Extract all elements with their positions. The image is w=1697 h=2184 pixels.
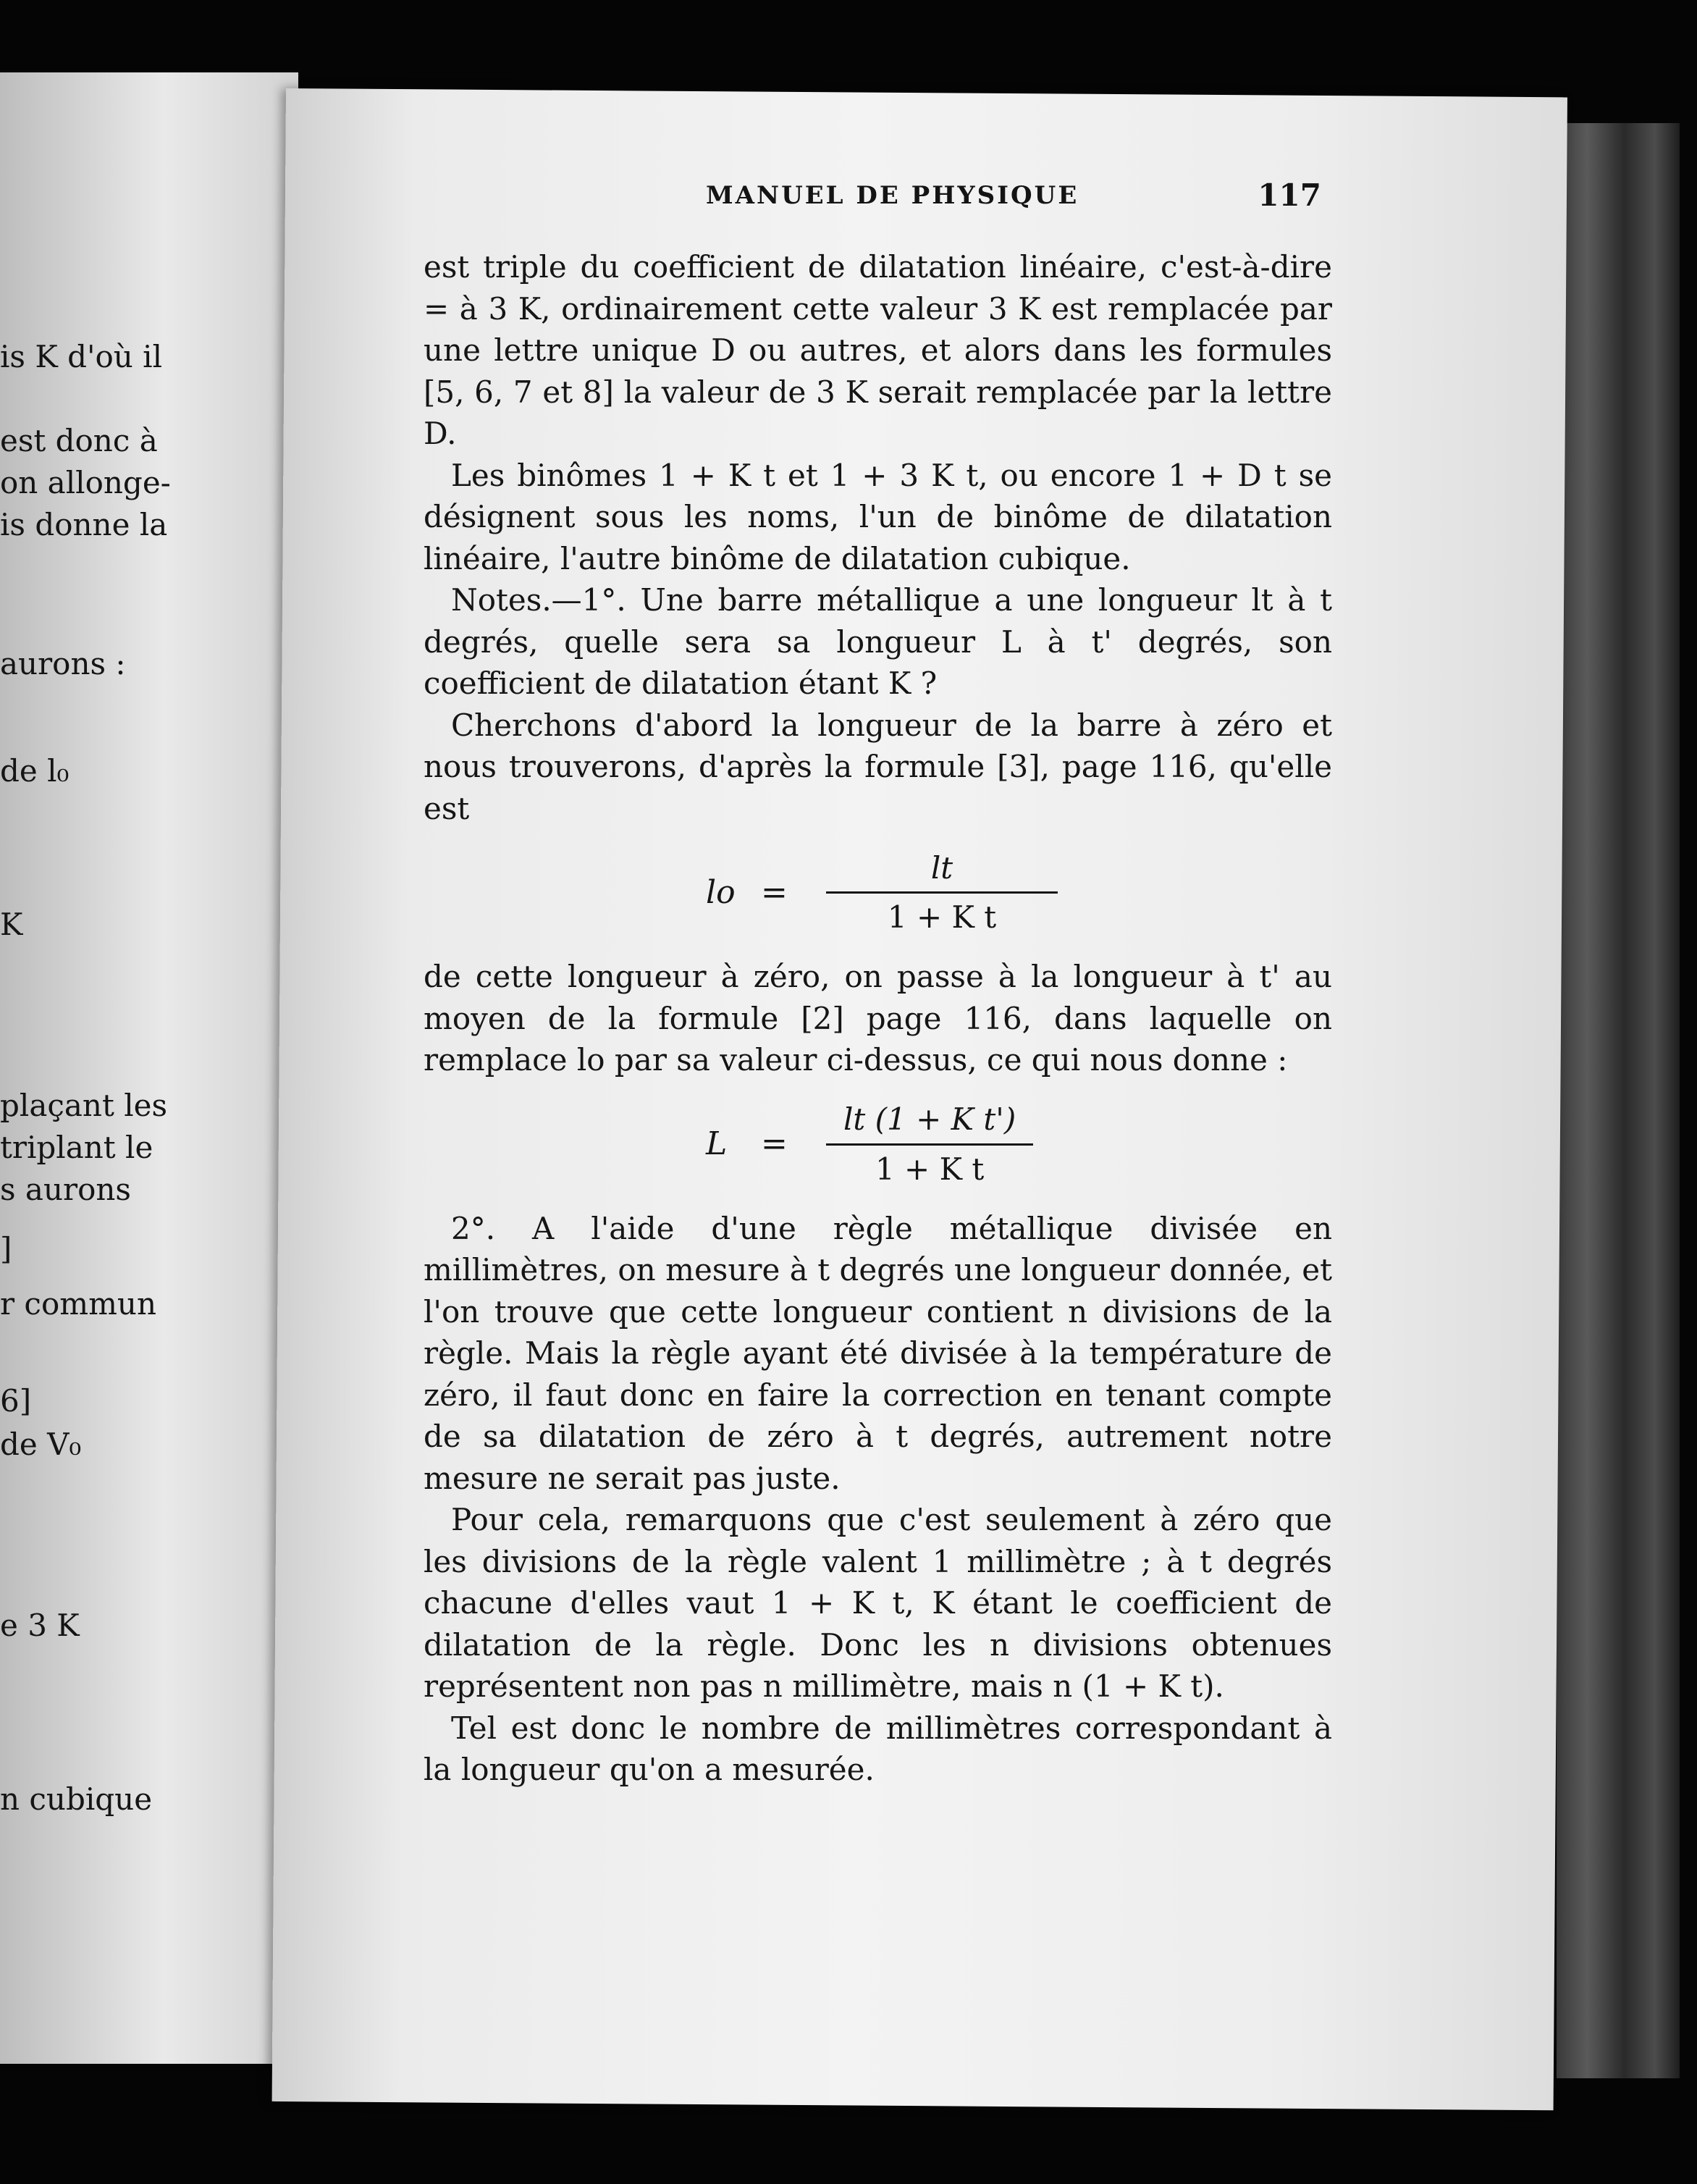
formula-lo	[706, 829, 1332, 956]
paragraph: 2°. A l'aide d'une règle métallique divisée en millimètres, on mesure à t degrés une longueur donnée, et l'on trouve que cette longueur contient n divisions de la règle. Mais la règle ayant été divisée à la température de zéro, il faut donc en faire la correction en tenant compte de sa dilatation de zéro à t degrés, autrement notre mesure ne serait pas juste.	[424, 1210, 1332, 1496]
left-line-2: est donc à	[0, 423, 158, 458]
paragraph: Tel est donc le nombre de millimètres correspondant à la longueur qu'on a mesurée.	[424, 1710, 1332, 1787]
left-line-4: is donne la	[0, 507, 168, 542]
fraction-denominator: 1 + K t	[887, 899, 997, 935]
page-header	[424, 177, 1336, 221]
left-line-12: r commun	[0, 1286, 156, 1322]
left-line-1: is K d'où il	[0, 339, 163, 374]
left-line-14: de V₀	[0, 1427, 82, 1462]
equals-sign: =	[761, 1125, 788, 1163]
left-line-8: plaçant les	[0, 1088, 168, 1123]
left-line-15: e 3 K	[0, 1608, 80, 1643]
left-line-3: on allonge-	[0, 465, 171, 500]
left-line-16: n cubique	[0, 1781, 153, 1817]
fraction-numerator: lt (1 + K t')	[843, 1101, 1016, 1137]
equals-sign: =	[761, 873, 788, 911]
formula-lhs: lo	[706, 873, 736, 911]
fraction-numerator: lt	[930, 849, 953, 886]
left-line-13: 6]	[0, 1383, 32, 1419]
page-body	[424, 246, 1332, 1791]
paragraph: Les binômes 1 + K t et 1 + 3 K t, ou encore 1 + D t se désignent sous les noms, l'un de binôme de dilatation linéaire, l'autre binôme de dilatation cubique.	[424, 457, 1332, 576]
fraction	[826, 1096, 1033, 1193]
formula-lhs: L	[706, 1125, 728, 1163]
paragraph: de cette longueur à zéro, on passe à la longueur à t' au moyen de la formule [2] page 116, dans laquelle on remplace lo par sa valeur ci-dessus, ce qui nous donne :	[424, 959, 1332, 1078]
left-line-9: triplant le	[0, 1130, 153, 1165]
fraction-denominator: 1 + K t	[875, 1151, 985, 1187]
left-line-11: ]	[0, 1231, 12, 1267]
left-line-7: K	[0, 907, 23, 942]
left-line-6: de l₀	[0, 753, 70, 789]
left-page-fragment	[0, 72, 298, 2064]
formula-L	[706, 1081, 1332, 1208]
book-page-edges	[1557, 123, 1680, 2078]
paragraph: Cherchons d'abord la longueur de la barre à zéro et nous trouverons, d'après la formule [3], page 116, qu'elle est	[424, 707, 1332, 826]
fraction	[826, 844, 1058, 941]
paragraph: Notes.—1°. Une barre métallique a une longueur lt à t degrés, quelle sera sa longueur L à t' degrés, son coefficient de dilatation étant K ?	[424, 582, 1332, 701]
left-line-5: aurons :	[0, 646, 126, 681]
paragraph: est triple du coefficient de dilatation linéaire, c'est-à-dire = à 3 K, ordinairement cette valeur 3 K est remplacée par une lettre unique D ou autres, et alors dans les formules [5, 6, 7 et 8] la valeur de 3 K serait remplacée par la lettre D.	[424, 249, 1332, 451]
left-line-10: s aurons	[0, 1172, 131, 1207]
page-number: 117	[1258, 177, 1321, 213]
running-head: MANUEL DE PHYSIQUE	[706, 181, 1079, 210]
paragraph: Pour cela, remarquons que c'est seulement à zéro que les divisions de la règle valent 1 millimètre ; à t degrés chacune d'elles vaut 1 + K t, K étant le coefficient de dilatation de la règle. Donc les n divisions obtenues représentent non pas n millimètre, mais n (1 + K t).	[424, 1502, 1332, 1704]
